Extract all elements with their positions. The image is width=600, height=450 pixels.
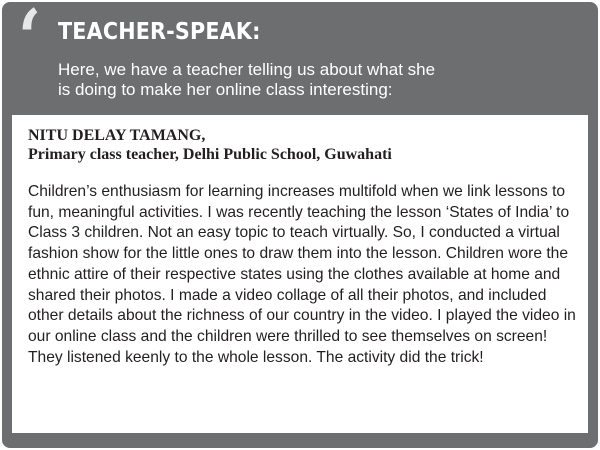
teacher-speak-card (2, 2, 598, 448)
quote-mark-icon: ‘ (18, 2, 42, 84)
content-panel (12, 115, 588, 433)
author-block (28, 126, 392, 164)
author-role: Primary class teacher, Delhi Public School, Guwahati (28, 146, 392, 163)
author-name: NITU DELAY TAMANG, (28, 127, 206, 144)
section-title: TEACHER-SPEAK: (58, 19, 261, 45)
intro-text: Here, we have a teacher telling us about what she is doing to make her online class interesting: (58, 60, 436, 99)
body-paragraph: Children’s enthusiasm for learning increases multifold when we link lessons to fun, meaningful activities. I was recently teaching the lesson ‘States of India’ to Class 3 children. Not an easy topic to teach virtually. So, I conducted a virtual fashion show for the little ones to draw them into the lesson. Children wore the ethnic attire of their respective states using the clothes available at home and shared their photos. I made a video collage of all their photos, and included other details about the richness of our country in the video. I played the video in our online class and the children were thrilled to see themselves on screen! They listened keenly to the whole lesson. The activity did the trick! (28, 183, 576, 366)
card-header (2, 2, 598, 114)
